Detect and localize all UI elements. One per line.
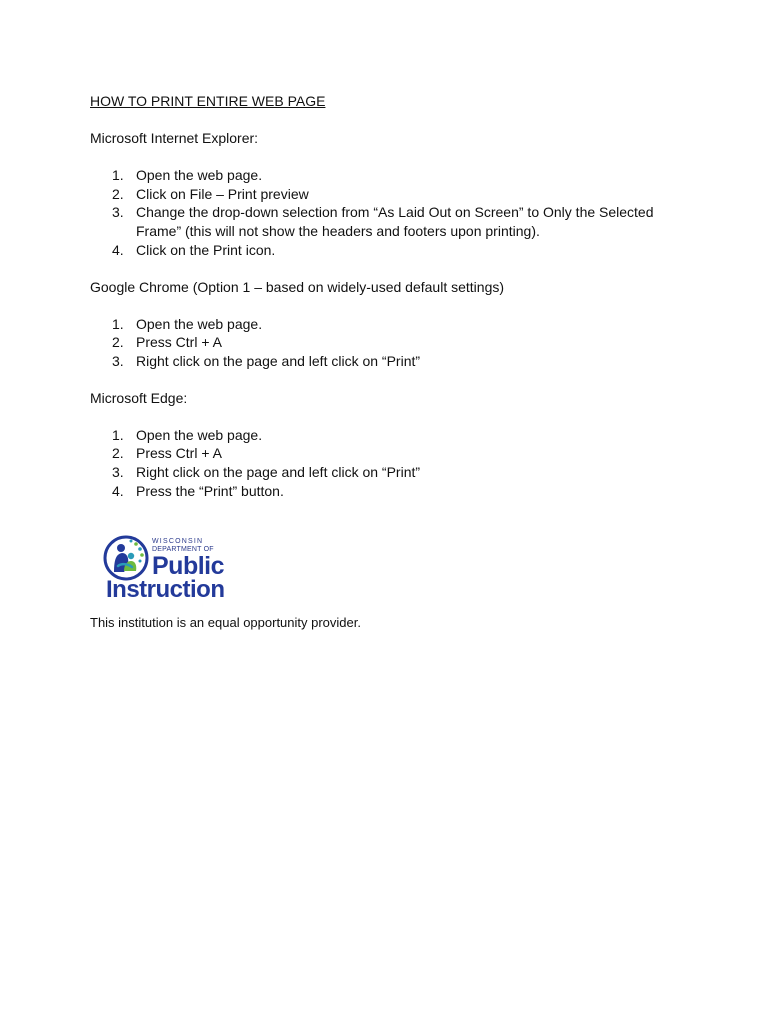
step-number: 4. (112, 482, 124, 499)
step-text: Press the “Print” button. (136, 482, 284, 499)
logo-wisconsin-text: WISCONSIN (152, 538, 204, 545)
list-item (90, 185, 690, 204)
chrome-steps-list (90, 315, 690, 371)
step-text: Press Ctrl + A (136, 445, 222, 462)
section-heading-edge: Microsoft Edge: (90, 389, 188, 406)
list-item (90, 166, 690, 185)
logo-instruction-text: Instruction (106, 576, 225, 603)
edge-steps-list (90, 426, 690, 501)
step-text: Click on the Print icon. (136, 241, 276, 258)
step-text: Right click on the page and left click on “Print” (136, 352, 421, 369)
list-item (90, 482, 690, 501)
logo-public-text: Public (152, 552, 225, 580)
list-item (90, 463, 690, 482)
list-item (90, 203, 690, 240)
section-heading-chrome: Google Chrome (Option 1 – based on widely-used default settings) (90, 278, 505, 295)
step-text: Right click on the page and left click on “Print” (136, 464, 421, 481)
step-text: Change the drop-down selection from “As Laid Out on Screen” to Only the Selected Frame” (this will not show the headers and footers upon printing). (136, 204, 654, 240)
list-item (90, 352, 690, 371)
step-number: 1. (112, 315, 124, 332)
step-number: 4. (112, 241, 124, 258)
step-number: 3. (112, 204, 124, 221)
step-text: Open the web page. (136, 167, 263, 183)
step-number: 2. (112, 185, 124, 202)
dpi-logo (102, 533, 232, 603)
step-number: 3. (112, 464, 124, 481)
list-item (90, 241, 690, 260)
step-text: Press Ctrl + A (136, 334, 222, 351)
step-number: 1. (112, 167, 124, 183)
step-number: 1. (112, 426, 124, 443)
document-body (90, 92, 690, 500)
section-heading-ie: Microsoft Internet Explorer: (90, 130, 259, 146)
list-item (90, 315, 690, 334)
ie-steps-list (90, 166, 690, 260)
step-number: 2. (112, 445, 124, 462)
list-item (90, 426, 690, 445)
equal-opportunity-note: This institution is an equal opportunity provider. (90, 615, 361, 630)
step-text: Open the web page. (136, 426, 263, 443)
step-number: 2. (112, 334, 124, 351)
step-text: Click on File – Print preview (136, 185, 309, 202)
step-number: 3. (112, 352, 124, 369)
list-item (90, 444, 690, 463)
document-title: HOW TO PRINT ENTIRE WEB PAGE (90, 93, 326, 109)
logo-department-text: DEPARTMENT OF (152, 546, 214, 553)
list-item (90, 333, 690, 352)
dpi-emblem-icon (102, 534, 150, 582)
step-text: Open the web page. (136, 315, 263, 332)
